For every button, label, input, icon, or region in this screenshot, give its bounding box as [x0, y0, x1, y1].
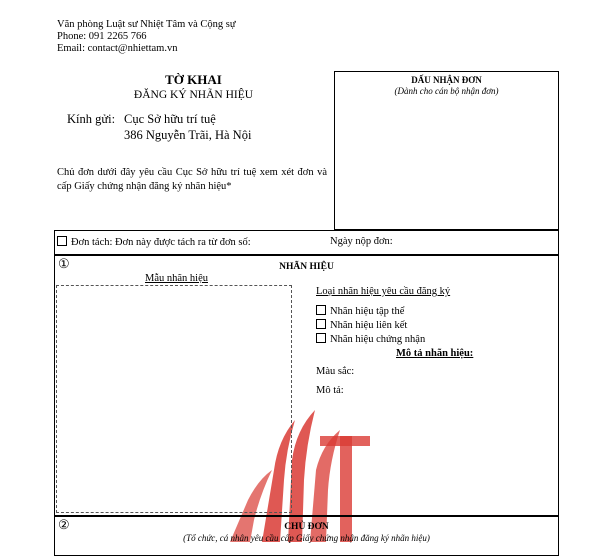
- split-field[interactable]: [57, 236, 251, 248]
- option-collective-label: Nhãn hiệu tập thể: [330, 306, 405, 317]
- section2-subtitle: (Tổ chức, cá nhân yêu cầu cấp Giấy chứng nhận đăng ký nhãn hiệu): [183, 533, 430, 543]
- collective-checkbox[interactable]: [316, 305, 326, 315]
- request-text: Chủ đơn dưới đây yêu cầu Cục Sở hữu trí tuệ xem xét đơn và cấp Giấy chứng nhận đăng ký nhãn hiệu*: [57, 167, 327, 192]
- company-phone: Phone: 091 2265 766: [57, 31, 147, 42]
- option-associated[interactable]: [316, 319, 407, 331]
- option-certification[interactable]: [316, 333, 425, 345]
- trademark-sample-box[interactable]: [56, 285, 292, 513]
- form-subtitle: ĐĂNG KÝ NHÃN HIỆU: [133, 89, 254, 101]
- certification-checkbox[interactable]: [316, 333, 326, 343]
- company-name: Văn phòng Luật sư Nhiệt Tâm và Cộng sự: [57, 19, 236, 30]
- recipient-name: Cục Sở hữu trí tuệ: [124, 112, 216, 126]
- option-collective[interactable]: [316, 305, 404, 317]
- form-title: TỜ KHAI: [165, 72, 222, 87]
- section2-number: ②: [58, 517, 70, 532]
- section1-title: NHÃN HIỆU: [279, 262, 334, 272]
- company-email: Email: contact@nhiettam.vn: [57, 43, 178, 54]
- associated-checkbox[interactable]: [316, 319, 326, 329]
- option-associated-label: Nhãn hiệu liên kết: [330, 320, 408, 331]
- section2-title: CHỦ ĐƠN: [284, 522, 329, 532]
- description-label: Mô tả:: [316, 385, 344, 396]
- sample-label: Mẫu nhãn hiệu: [145, 273, 208, 284]
- stamp-note: (Dành cho cán bộ nhận đơn): [394, 86, 499, 96]
- split-label: Đơn tách: Đơn này được tách ra từ đơn số:: [71, 237, 251, 248]
- stamp-title: DẤU NHẬN ĐƠN: [411, 75, 482, 85]
- recipient-label: Kính gửi:: [67, 112, 116, 126]
- description-title: Mô tả nhãn hiệu:: [396, 348, 474, 359]
- filing-date-label: Ngày nộp đơn:: [330, 236, 393, 247]
- section1-number: ①: [58, 256, 70, 271]
- color-label: Màu sắc:: [316, 366, 355, 377]
- recipient-address: 386 Nguyễn Trãi, Hà Nội: [124, 128, 252, 142]
- option-certification-label: Nhãn hiệu chứng nhận: [330, 334, 426, 345]
- split-checkbox[interactable]: [57, 236, 67, 246]
- type-label: Loại nhãn hiệu yêu cầu đăng ký: [316, 286, 451, 297]
